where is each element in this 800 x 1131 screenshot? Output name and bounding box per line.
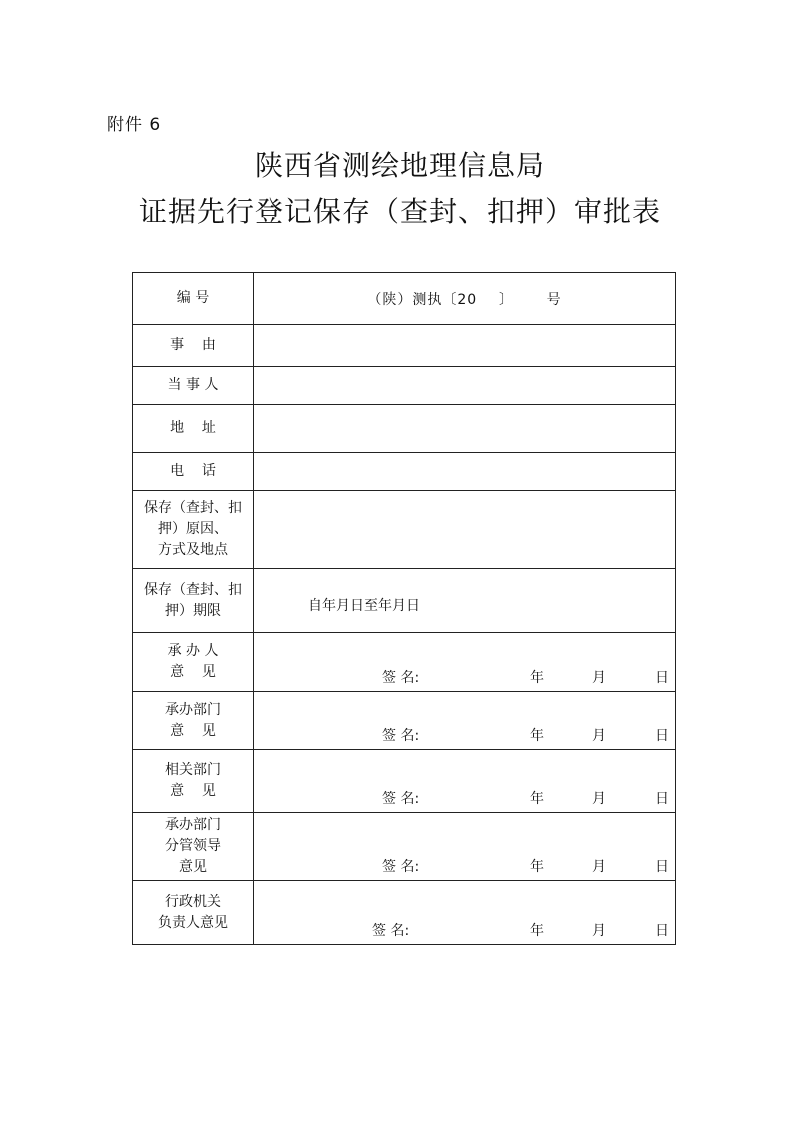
value-handling-dept[interactable]	[254, 692, 676, 750]
label-reason-line-1: 保存（查封、扣	[144, 500, 242, 516]
label-dept-leader	[133, 813, 254, 881]
sign-label: 签 名:	[382, 670, 420, 686]
label-agency-head-line-2: 负责人意见	[158, 914, 228, 931]
sign-day: 日	[655, 670, 669, 686]
label-cause: 事 由	[133, 325, 254, 367]
value-related-dept[interactable]	[254, 750, 676, 813]
label-period-line-2: 押）期限	[165, 602, 221, 619]
value-number[interactable]	[254, 273, 676, 325]
title-line-form: 证据先行登记保存（查封、扣押）审批表	[138, 195, 661, 228]
signature-line-agency-head	[254, 920, 675, 938]
label-related-dept-line-2: 意 见	[170, 783, 216, 799]
label-period	[133, 569, 254, 633]
value-cause[interactable]	[254, 325, 676, 367]
label-agency-head	[133, 881, 254, 945]
sign-day: 日	[655, 791, 669, 807]
label-handler-line-2: 意 见	[170, 664, 216, 680]
attachment-number: 附件 6	[107, 115, 162, 135]
sign-year: 年	[530, 728, 544, 744]
label-number: 编 号	[133, 273, 254, 325]
sign-label: 签 名:	[382, 859, 420, 875]
label-party: 当 事 人	[133, 367, 254, 405]
label-handling-dept-line-2: 意 见	[170, 722, 216, 739]
row-reason	[133, 491, 676, 569]
sign-label: 签 名:	[382, 791, 420, 807]
sign-year: 年	[530, 859, 544, 875]
row-address	[133, 405, 676, 453]
value-address[interactable]	[254, 405, 676, 453]
label-reason-line-3: 方式及地点	[158, 542, 228, 558]
signature-line-dept-leader	[254, 856, 675, 874]
value-dept-leader[interactable]	[254, 813, 676, 881]
sign-day: 日	[655, 859, 669, 875]
row-handling-dept	[133, 692, 676, 750]
signature-line-related-dept	[254, 788, 675, 806]
value-phone[interactable]	[254, 453, 676, 491]
label-handling-dept-line-1: 承办部门	[165, 701, 221, 718]
row-cause	[133, 325, 676, 367]
row-phone	[133, 453, 676, 491]
title-line-agency: 陕西省测绘地理信息局	[254, 149, 545, 182]
approval-form-table	[132, 272, 676, 945]
label-reason	[133, 491, 254, 569]
sign-label: 签 名:	[382, 728, 420, 744]
value-party[interactable]	[254, 367, 676, 405]
sign-day: 日	[655, 923, 669, 939]
row-related-dept	[133, 750, 676, 813]
value-reason[interactable]	[254, 491, 676, 569]
sign-year: 年	[530, 670, 544, 686]
sign-label: 签 名:	[372, 923, 410, 939]
label-dept-leader-line-2: 分管领导	[165, 838, 221, 854]
period-text: 自年月日至年月日	[308, 598, 420, 614]
label-period-line-1: 保存（查封、扣	[144, 581, 242, 598]
sign-day: 日	[655, 728, 669, 744]
row-period	[133, 569, 676, 633]
label-dept-leader-line-3: 意见	[179, 859, 207, 875]
label-related-dept-line-1: 相关部门	[165, 762, 221, 778]
label-address: 地 址	[133, 405, 254, 453]
signature-line-handling-dept	[254, 725, 675, 743]
row-agency-head	[133, 881, 676, 945]
document-title	[0, 146, 800, 232]
label-agency-head-line-1: 行政机关	[165, 893, 221, 910]
label-handler	[133, 633, 254, 692]
value-agency-head[interactable]	[254, 881, 676, 945]
sign-year: 年	[530, 923, 544, 939]
row-number	[133, 273, 676, 325]
sign-month: 月	[592, 670, 606, 686]
label-phone: 电 话	[133, 453, 254, 491]
label-handling-dept	[133, 692, 254, 750]
signature-line-handler	[254, 667, 675, 685]
sign-year: 年	[530, 791, 544, 807]
row-party	[133, 367, 676, 405]
case-number-text: （陕）测执〔20 〕 号	[367, 291, 562, 308]
sign-month: 月	[592, 923, 606, 939]
label-handler-line-1: 承 办 人	[167, 643, 219, 659]
row-handler	[133, 633, 676, 692]
sign-month: 月	[592, 728, 606, 744]
sign-month: 月	[592, 791, 606, 807]
value-period[interactable]	[254, 569, 676, 633]
value-handler[interactable]	[254, 633, 676, 692]
sign-month: 月	[592, 859, 606, 875]
label-related-dept	[133, 750, 254, 813]
label-reason-line-2: 押）原因、	[158, 521, 228, 537]
label-dept-leader-line-1: 承办部门	[165, 817, 221, 833]
row-dept-leader	[133, 813, 676, 881]
